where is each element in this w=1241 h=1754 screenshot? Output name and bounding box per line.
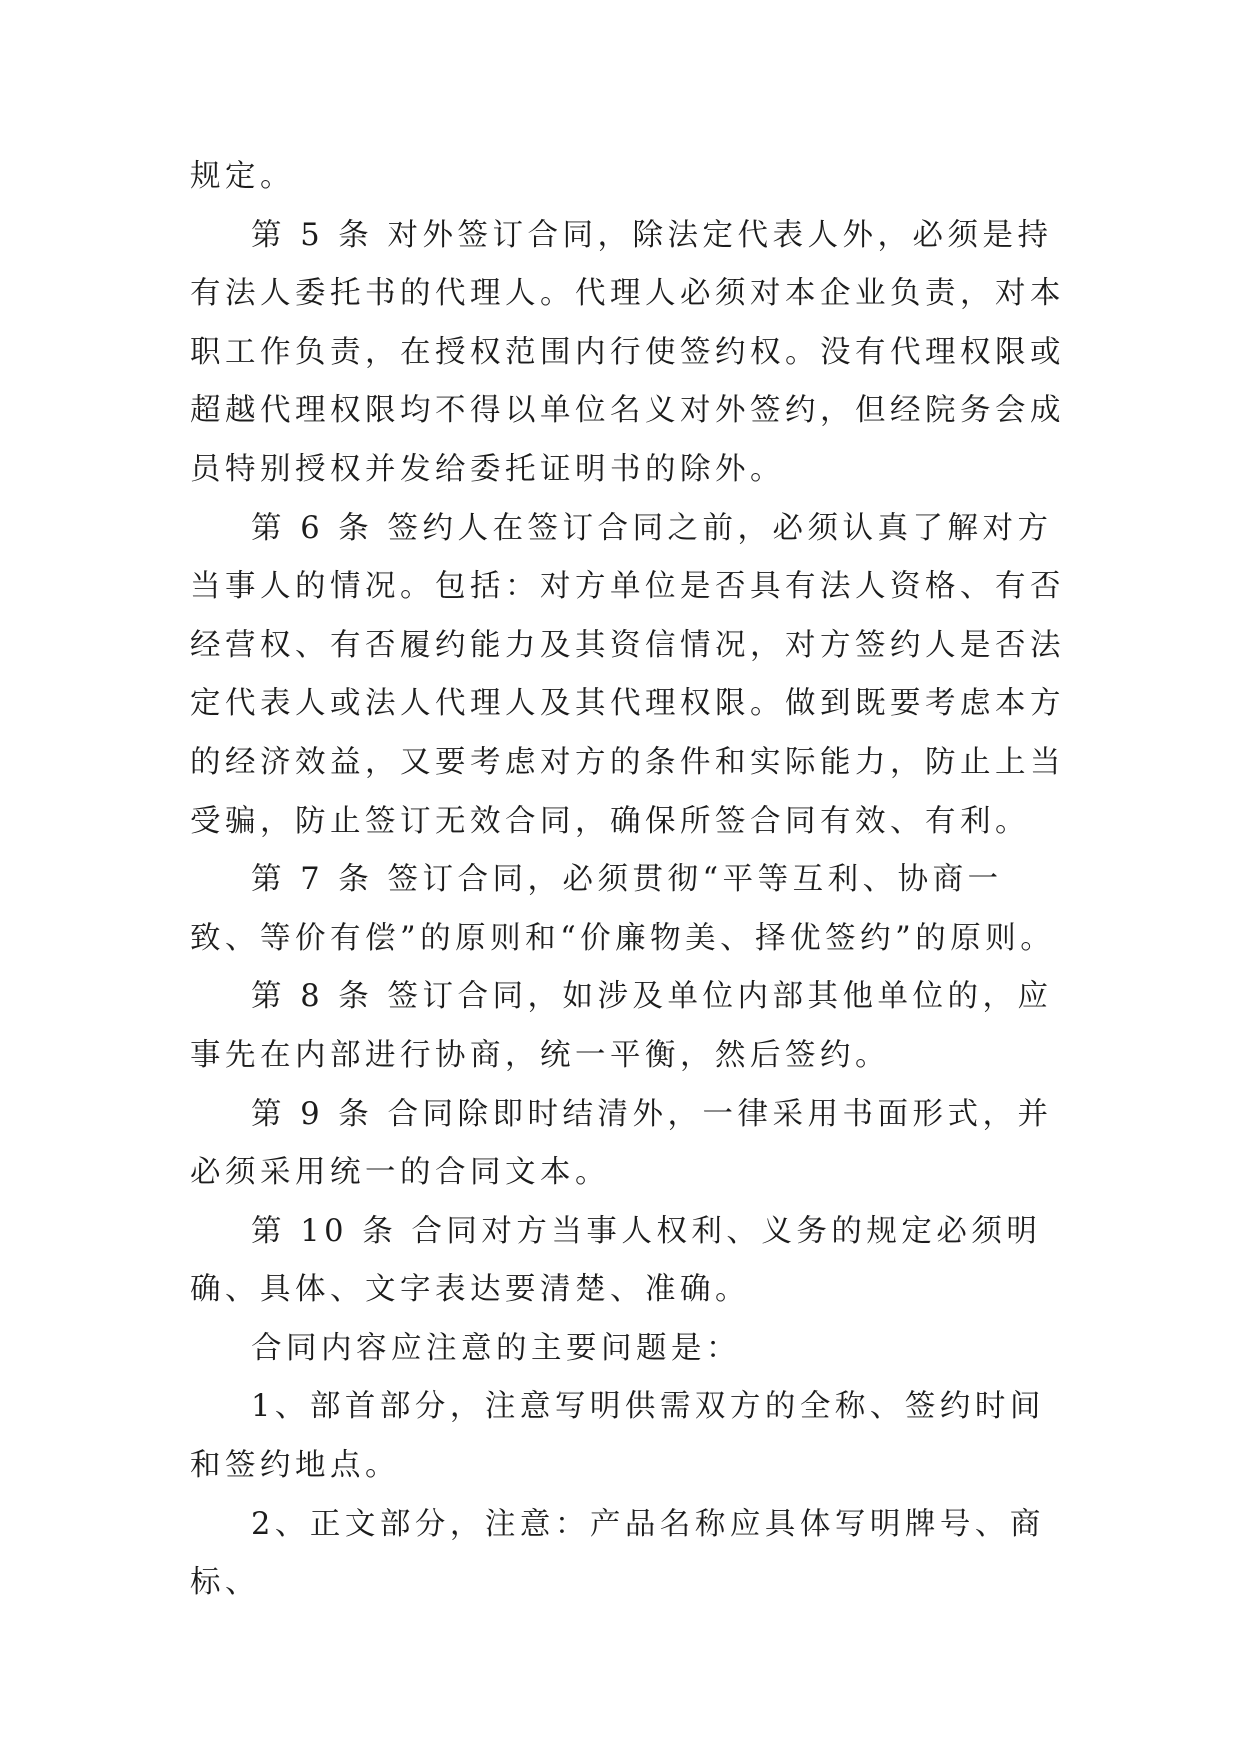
paragraph-article-5: 第 5 条 对外签订合同，除法定代表人外，必须是持有法人委托书的代理人。代理人必须对本企业负责，对本职工作负责，在授权范围内行使签约权。没有代理权限或超越代理权限均不得以单位名义对外签约，但经院务会成员特别授权并发给委托证明书的除外。 [190, 217, 1065, 487]
paragraph-article-10: 第 10 条 合同对方当事人权利、义务的规定必须明确、具体、文字表达要清楚、准确。 [190, 1213, 1042, 1308]
paragraph-article-9: 第 9 条 合同除即时结清外，一律采用书面形式，并必须采用统一的合同文本。 [190, 1096, 1053, 1191]
paragraph-contract-issues-intro: 合同内容应注意的主要问题是： [251, 1330, 741, 1366]
paragraph-article-7: 第 7 条 签订合同，必须贯彻“平等互利、协商一致、等价有偿”的原则和“价廉物美、择优签约”的原则。 [190, 862, 1056, 956]
paragraph-continuation: 规定。 [190, 159, 295, 194]
paragraph-article-8: 第 8 条 签订合同，如涉及单位内部其他单位的，应事先在内部进行协商，统一平衡，然后签约。 [190, 979, 1053, 1073]
paragraph-article-6: 第 6 条 签约人在签订合同之前，必须认真了解对方当事人的情况。包括：对方单位是否具有法人资格、有否经营权、有否履约能力及其资信情况，对方签约人是否法定代表人或法人代理人及其代理权限。做到既要考虑本方的经济效益，又要考虑对方的条件和实际能力，防止上当受骗，防止签订无效合同，确保所签合同有效、有利。 [190, 510, 1065, 839]
paragraph-item-1: 1、部首部分，注意写明供需双方的全称、签约时间和签约地点。 [190, 1389, 1045, 1484]
document-body [190, 148, 1070, 1613]
paragraph-item-2: 2、正文部分，注意：产品名称应具体写明牌号、商标、 [190, 1506, 1045, 1601]
